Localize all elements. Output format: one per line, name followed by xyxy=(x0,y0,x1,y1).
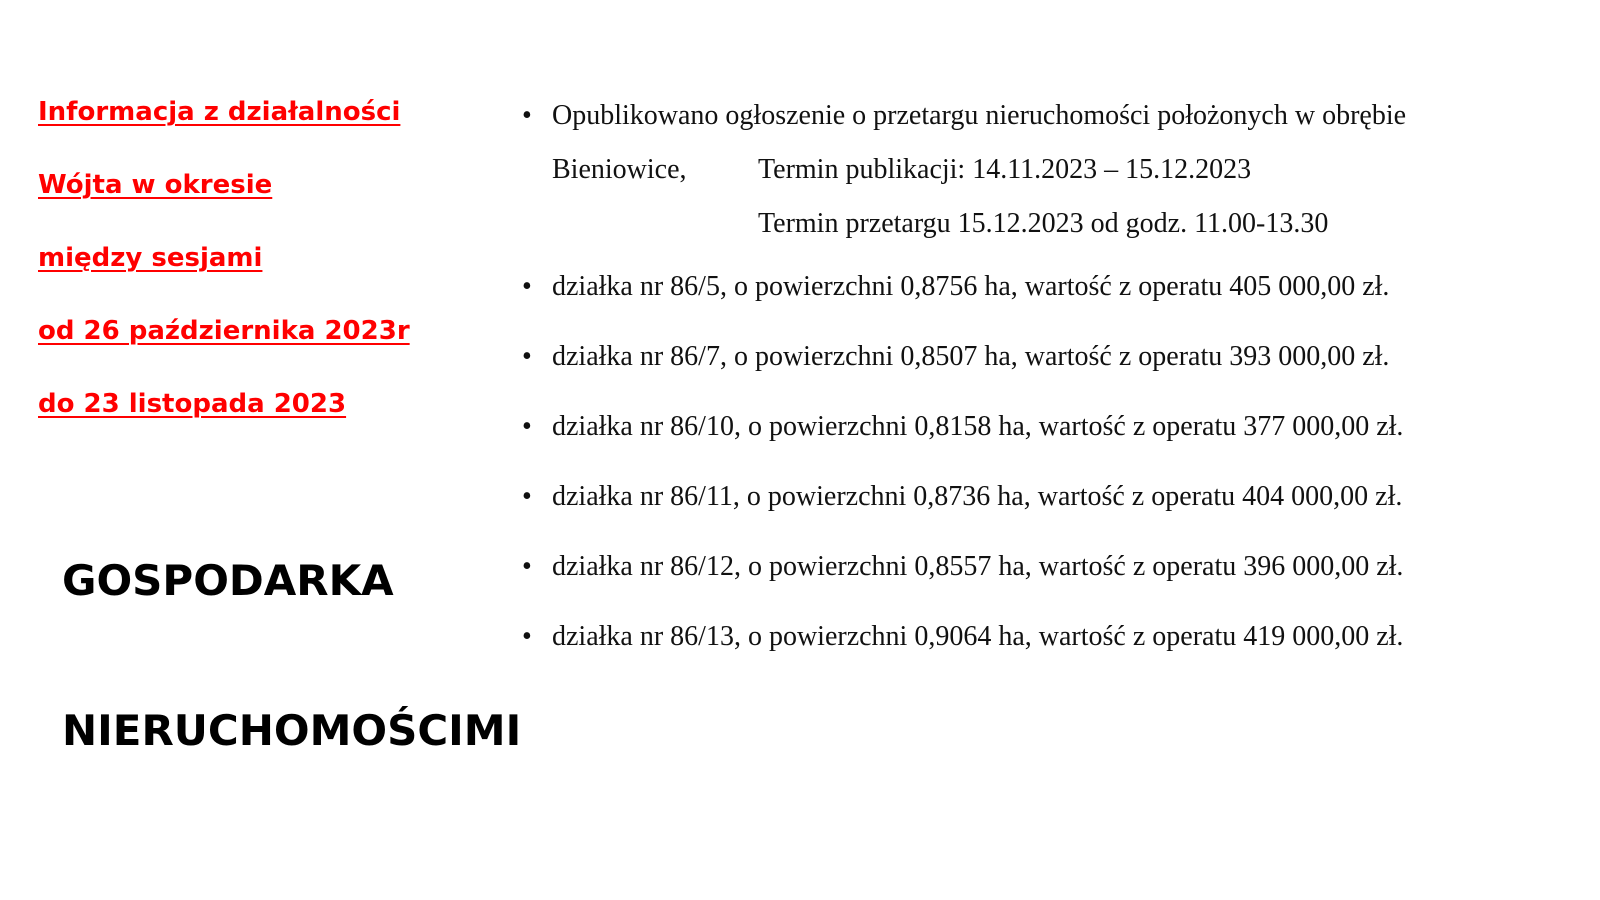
info-header-line: między sesjami xyxy=(38,243,263,273)
list-item xyxy=(522,547,1582,587)
list-item xyxy=(522,337,1582,377)
info-header-line: do 23 listopada 2023 xyxy=(38,389,347,419)
list-item xyxy=(522,477,1582,517)
intro-line-3: Termin przetargu 15.12.2023 od godz. 11.00-13.30 xyxy=(758,208,1329,239)
info-header-line: Informacja z działalności xyxy=(38,97,401,127)
info-header-line: Wójta w okresie xyxy=(38,170,273,200)
bullet-icon: • xyxy=(522,551,532,582)
info-header xyxy=(38,92,478,457)
intro-line-2-prefix: Bieniowice, xyxy=(552,154,687,185)
parcel-text: działka nr 86/5, o powierzchni 0,8756 ha, wartość z operatu 405 000,00 zł. xyxy=(552,271,1390,302)
bullet-icon: • xyxy=(522,271,532,302)
info-header-line: od 26 października 2023r xyxy=(38,316,410,346)
bullet-icon: • xyxy=(522,100,532,131)
bullet-icon: • xyxy=(522,621,532,652)
parcel-text: działka nr 86/10, o powierzchni 0,8158 ha, wartość z operatu 377 000,00 zł. xyxy=(552,411,1404,442)
section-title-line-2: NIERUCHOMOŚCIMI xyxy=(62,706,522,755)
parcel-text: działka nr 86/12, o powierzchni 0,8557 ha, wartość z operatu 396 000,00 zł. xyxy=(552,551,1404,582)
parcel-text: działka nr 86/13, o powierzchni 0,9064 ha, wartość z operatu 419 000,00 zł. xyxy=(552,621,1404,652)
bullet-icon: • xyxy=(522,481,532,512)
list-item xyxy=(522,407,1582,447)
section-title-line-1: GOSPODARKA xyxy=(62,556,394,605)
bullet-icon: • xyxy=(522,341,532,372)
list-item xyxy=(522,267,1582,307)
list-item xyxy=(522,617,1582,657)
parcel-text: działka nr 86/11, o powierzchni 0,8736 ha, wartość z operatu 404 000,00 zł. xyxy=(552,481,1403,512)
parcel-text: działka nr 86/7, o powierzchni 0,8507 ha, wartość z operatu 393 000,00 zł. xyxy=(552,341,1390,372)
intro-line-1: Opublikowano ogłoszenie o przetargu nieruchomości położonych w obrębie xyxy=(552,100,1407,131)
intro-bullet-item xyxy=(522,96,1582,246)
bullet-icon: • xyxy=(522,411,532,442)
intro-line-2-suffix: Termin publikacji: 14.11.2023 – 15.12.2023 xyxy=(758,154,1252,185)
